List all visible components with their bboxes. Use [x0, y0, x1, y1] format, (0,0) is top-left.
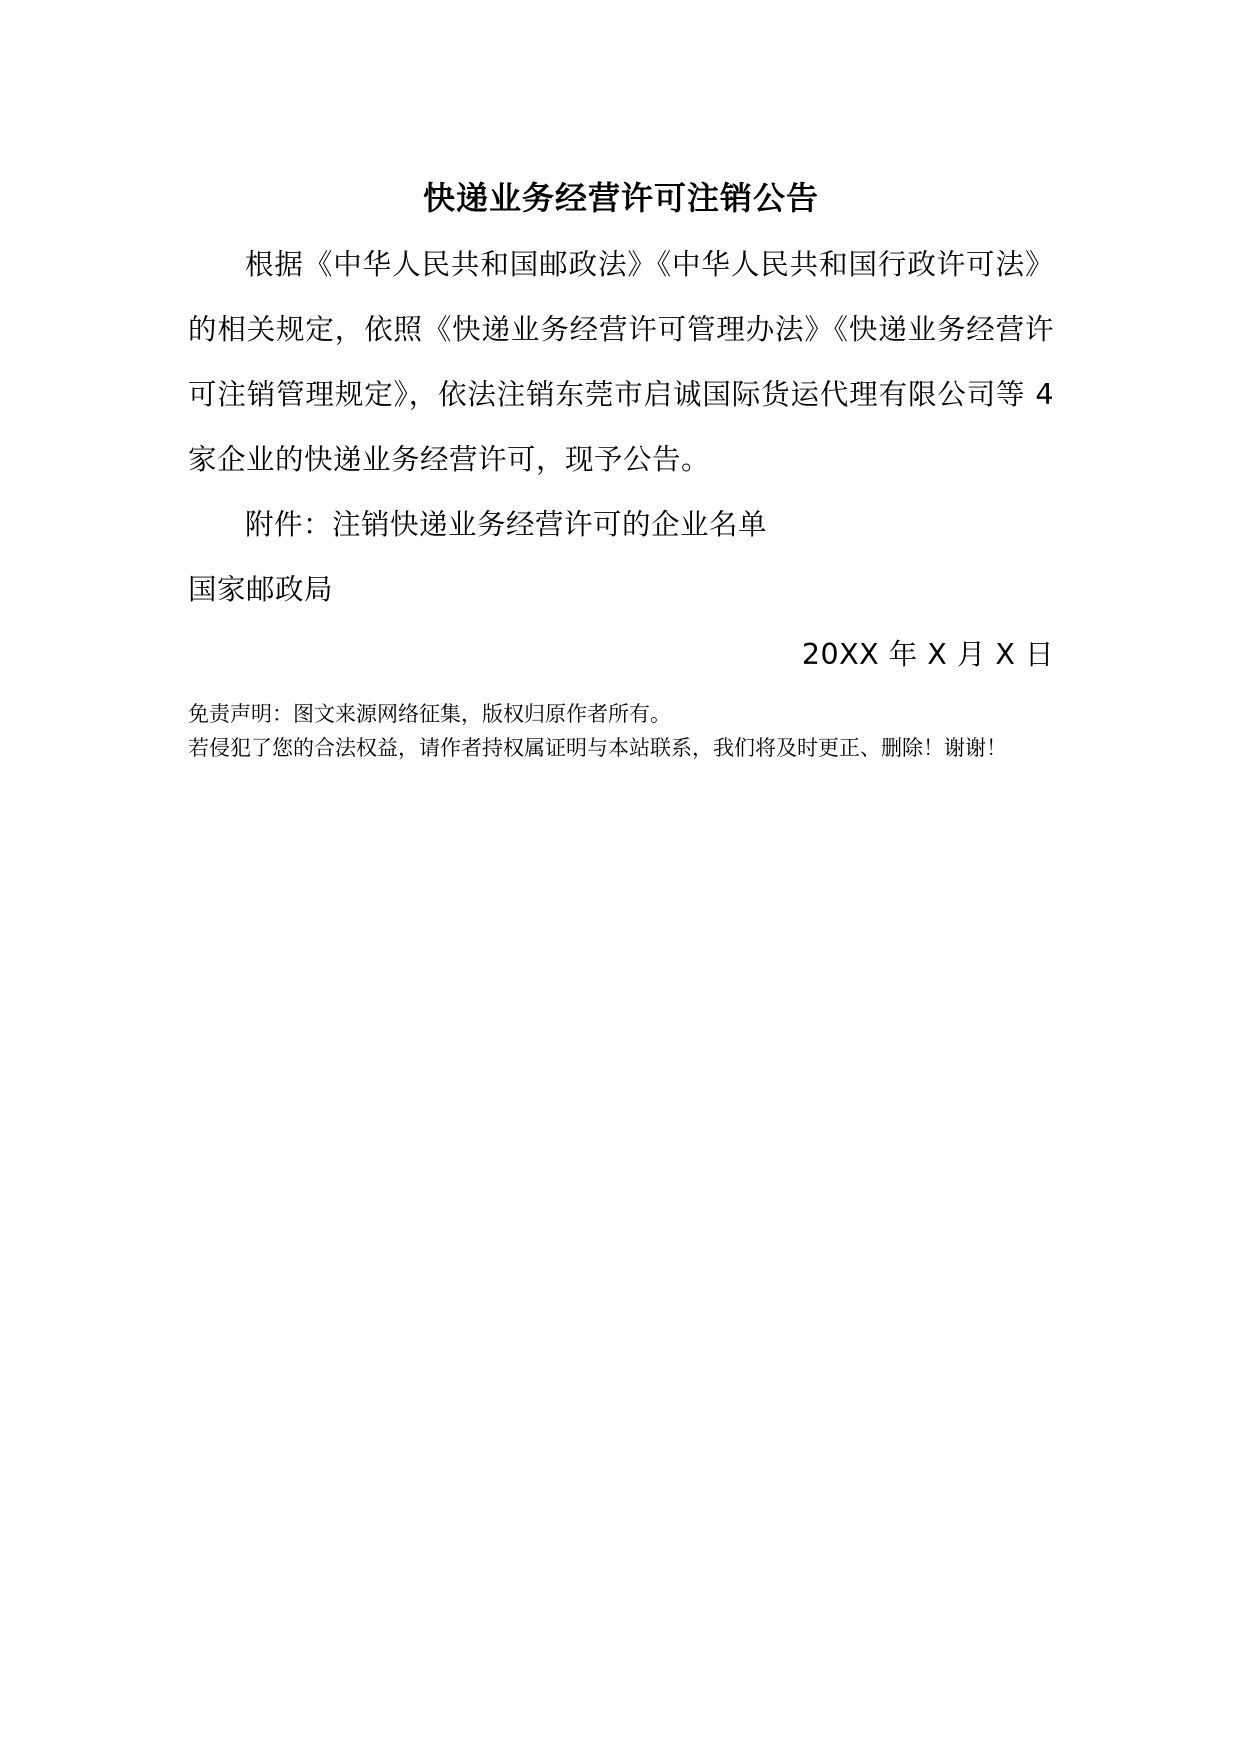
document-content — [188, 168, 1054, 765]
disclaimer-line-2: 若侵犯了您的合法权益，请作者持权属证明与本站联系，我们将及时更正、删除！谢谢！ — [188, 736, 1007, 760]
issuer-name: 国家邮政局 — [188, 573, 334, 606]
disclaimer-line-1: 免责声明：图文来源网络征集，版权归原作者所有。 — [188, 702, 671, 726]
document-title: 快递业务经营许可注销公告 — [422, 179, 819, 217]
body-paragraph: 根据《中华人民共和国邮政法》《中华人民共和国行政许可法》的相关规定，依照《快递业务经营许可管理办法》《快递业务经营许可注销管理规定》，依法注销东莞市启诚国际货运代理有限公司等 4 家企业的快递业务经营许可，现予公告。 — [188, 248, 1054, 476]
disclaimer — [188, 697, 1054, 765]
issue-date: 20XX 年 X 月 X 日 — [801, 638, 1054, 671]
attachment-line: 附件：注销快递业务经营许可的企业名单 — [245, 508, 768, 541]
